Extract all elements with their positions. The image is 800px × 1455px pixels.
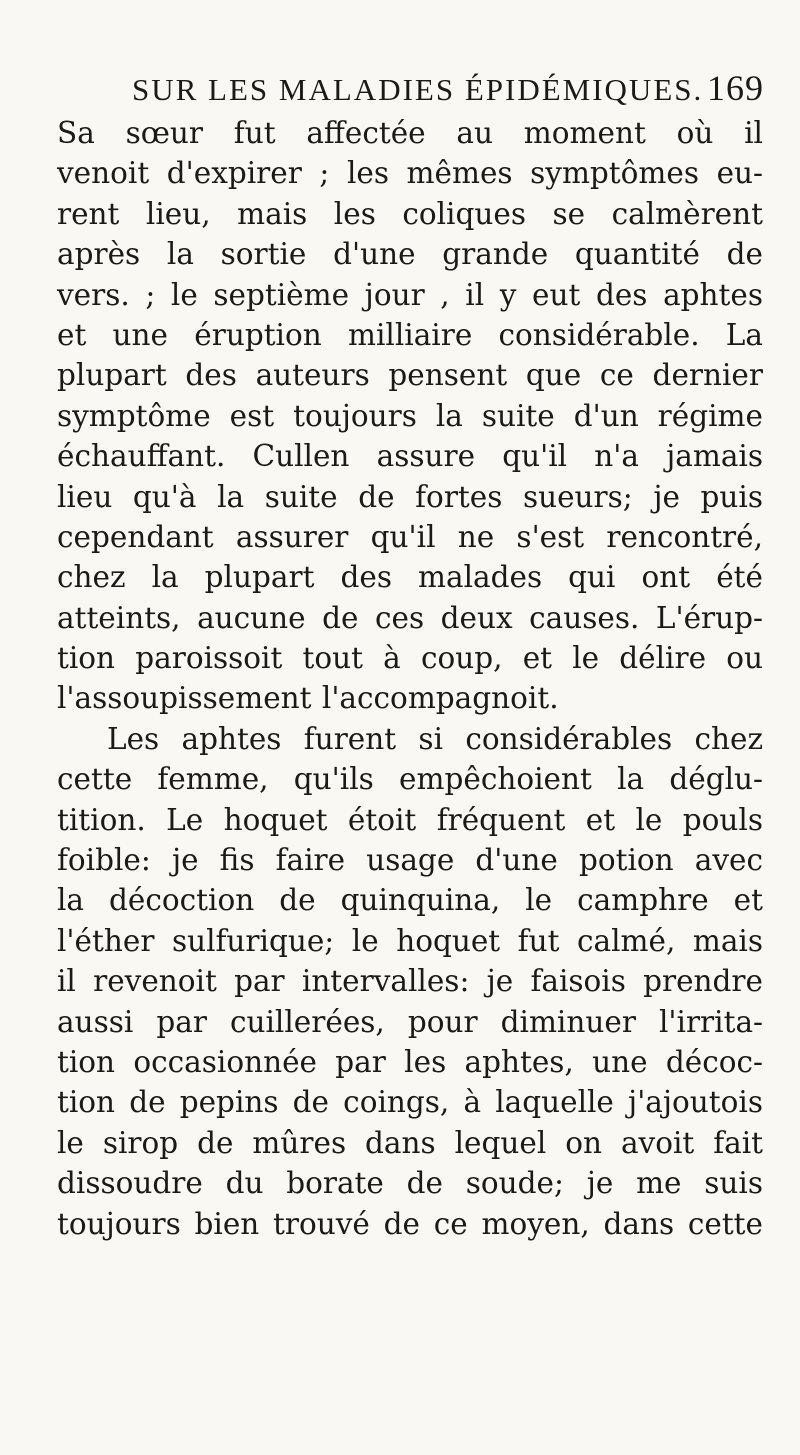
- text-line: rent lieu, mais les coliques se calmèrent: [57, 196, 763, 231]
- text-line: et une éruption milliaire considérable. La: [57, 317, 763, 352]
- text-line: dissoudre du borate de soude; je me suis: [57, 1166, 763, 1201]
- text-line: le sirop de mûres dans lequel on avoit fait: [57, 1125, 763, 1160]
- page-number: 169: [707, 68, 764, 108]
- text-line: atteints, aucune de ces deux causes. L'érup-: [57, 600, 763, 635]
- text-line: tion paroissoit tout à coup, et le délire ou: [57, 641, 763, 676]
- text-line: lieu qu'à la suite de fortes sueurs; je puis: [57, 479, 763, 514]
- text-line: vers. ; le septième jour , il y eut des aphtes: [57, 277, 763, 312]
- text-line: cependant assurer qu'il ne s'est rencontré,: [57, 519, 763, 554]
- text-line: venoit d'expirer ; les mêmes symptômes eu-: [57, 156, 763, 191]
- text-line: Sa sœur fut affectée au moment où il: [57, 116, 763, 150]
- text-line: l'assoupissement l'accompagnoit.: [57, 681, 559, 716]
- text-line: après la sortie d'une grande quantité de: [57, 237, 763, 272]
- text-line: échauffant. Cullen assure qu'il n'a jamais: [57, 439, 763, 474]
- text-line: tion de pepins de coings, à laquelle j'ajoutois: [57, 1085, 763, 1120]
- text-line: toujours bien trouvé de ce moyen, dans cette: [57, 1206, 763, 1241]
- text-line: l'éther sulfurique; le hoquet fut calmé, mais: [57, 923, 763, 958]
- text-line: cette femme, qu'ils empêchoient la déglu-: [57, 762, 763, 797]
- text-line: tion occasionnée par les aphtes, une décoc-: [57, 1044, 763, 1079]
- text-line: il revenoit par intervalles: je faisois prendre: [57, 964, 763, 999]
- running-head: [132, 72, 704, 107]
- body-text: [57, 113, 763, 1244]
- text-line: foible: je fis faire usage d'une potion avec: [57, 843, 763, 878]
- text-line: plupart des auteurs pensent que ce dernier: [57, 358, 763, 393]
- text-line: symptôme est toujours la suite d'un régime: [57, 398, 763, 433]
- text-line: tition. Le hoquet étoit fréquent et le pouls: [57, 802, 763, 837]
- text-line: la décoction de quinquina, le camphre et: [57, 883, 763, 918]
- text-line: aussi par cuillerées, pour diminuer l'irrita-: [57, 1004, 763, 1039]
- running-head-title: SUR LES MALADIES ÉPIDÉMIQUES.: [132, 72, 704, 107]
- paragraph-start-line: Les aphtes furent si considérables chez: [107, 721, 763, 756]
- text-line: chez la plupart des malades qui ont été: [57, 560, 763, 595]
